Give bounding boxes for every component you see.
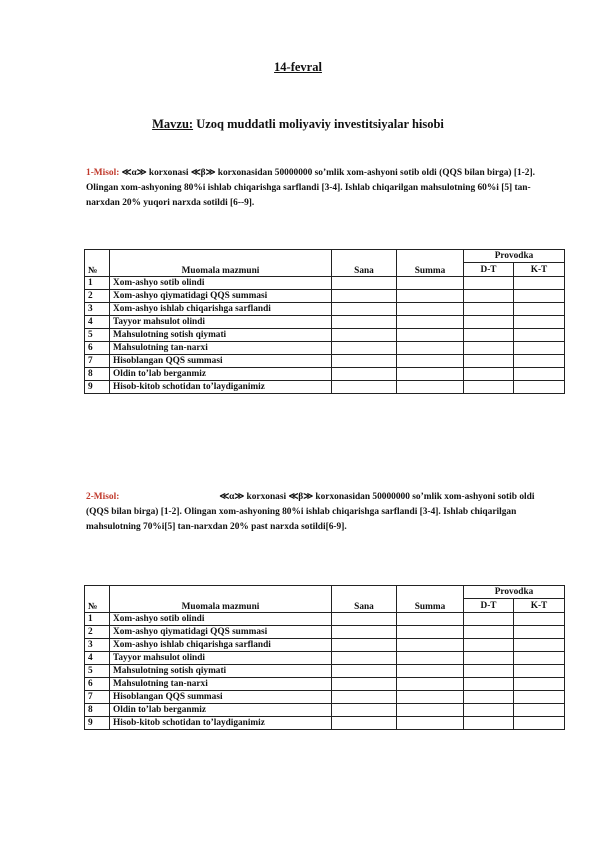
- row-credit: [514, 717, 565, 730]
- row-credit: [514, 691, 565, 704]
- row-credit: [514, 342, 565, 355]
- row-sum: [397, 368, 464, 381]
- row-content: Hisoblangan QQS summasi: [110, 691, 332, 704]
- header-content: Muomala mazmuni: [110, 586, 332, 613]
- table-row: [85, 717, 565, 730]
- row-debit: [464, 704, 514, 717]
- table-row: [85, 652, 565, 665]
- table-body: [85, 277, 565, 394]
- table-row: [85, 303, 565, 316]
- row-credit: [514, 290, 565, 303]
- row-credit: [514, 381, 565, 394]
- row-date: [332, 626, 397, 639]
- row-debit: [464, 355, 514, 368]
- row-sum: [397, 290, 464, 303]
- problem-2: [86, 490, 556, 535]
- row-credit: [514, 277, 565, 290]
- row-content: Tayyor mahsulot olindi: [110, 652, 332, 665]
- row-number: 2: [85, 626, 110, 639]
- row-credit: [514, 613, 565, 626]
- table-row: [85, 316, 565, 329]
- row-content: Oldin to’lab berganmiz: [110, 368, 332, 381]
- row-content: Xom-ashyo ishlab chiqarishga sarflandi: [110, 639, 332, 652]
- row-debit: [464, 290, 514, 303]
- header-date: Sana: [332, 250, 397, 277]
- row-credit: [514, 303, 565, 316]
- table-row: [85, 678, 565, 691]
- row-content: Tayyor mahsulot olindi: [110, 316, 332, 329]
- row-number: 6: [85, 678, 110, 691]
- table-row: [85, 665, 565, 678]
- row-number: 9: [85, 717, 110, 730]
- row-content: Mahsulotning sotish qiymati: [110, 329, 332, 342]
- row-date: [332, 639, 397, 652]
- row-date: [332, 303, 397, 316]
- table-row: [85, 613, 565, 626]
- header-debit: D-T: [464, 263, 514, 277]
- row-content: Xom-ashyo sotib olindi: [110, 277, 332, 290]
- row-number: 1: [85, 277, 110, 290]
- header-credit: K-T: [514, 599, 565, 613]
- row-date: [332, 342, 397, 355]
- row-debit: [464, 368, 514, 381]
- header-number: №: [85, 586, 110, 613]
- topic-text: Uzoq muddatli moliyaviy investitsiyalar hisobi: [193, 117, 444, 131]
- row-credit: [514, 678, 565, 691]
- row-sum: [397, 329, 464, 342]
- row-debit: [464, 678, 514, 691]
- table-row: [85, 342, 565, 355]
- row-credit: [514, 329, 565, 342]
- row-content: Xom-ashyo sotib olindi: [110, 613, 332, 626]
- row-credit: [514, 639, 565, 652]
- row-sum: [397, 355, 464, 368]
- row-debit: [464, 316, 514, 329]
- row-date: [332, 277, 397, 290]
- row-content: Xom-ashyo ishlab chiqarishga sarflandi: [110, 303, 332, 316]
- row-sum: [397, 691, 464, 704]
- row-credit: [514, 665, 565, 678]
- row-date: [332, 717, 397, 730]
- header-entry: Provodka: [464, 250, 565, 263]
- row-content: Hisob-kitob schotidan to’laydiganimiz: [110, 381, 332, 394]
- row-sum: [397, 665, 464, 678]
- row-debit: [464, 652, 514, 665]
- row-number: 5: [85, 329, 110, 342]
- row-sum: [397, 342, 464, 355]
- row-debit: [464, 342, 514, 355]
- row-debit: [464, 613, 514, 626]
- row-date: [332, 381, 397, 394]
- table-row: [85, 626, 565, 639]
- header-debit: D-T: [464, 599, 514, 613]
- row-number: 7: [85, 355, 110, 368]
- header-number: №: [85, 250, 110, 277]
- row-debit: [464, 303, 514, 316]
- row-debit: [464, 665, 514, 678]
- row-number: 2: [85, 290, 110, 303]
- row-credit: [514, 652, 565, 665]
- row-number: 4: [85, 652, 110, 665]
- row-date: [332, 691, 397, 704]
- ledger-table-1: [84, 249, 565, 394]
- row-content: Mahsulotning sotish qiymati: [110, 665, 332, 678]
- row-date: [332, 613, 397, 626]
- problem-1: [86, 166, 556, 211]
- row-sum: [397, 316, 464, 329]
- row-sum: [397, 303, 464, 316]
- row-date: [332, 329, 397, 342]
- row-number: 5: [85, 665, 110, 678]
- table-row: [85, 329, 565, 342]
- table-row: [85, 691, 565, 704]
- row-credit: [514, 626, 565, 639]
- row-number: 8: [85, 704, 110, 717]
- table-row: [85, 290, 565, 303]
- row-number: 3: [85, 639, 110, 652]
- row-date: [332, 290, 397, 303]
- row-content: Hisoblangan QQS summasi: [110, 355, 332, 368]
- row-sum: [397, 717, 464, 730]
- row-number: 3: [85, 303, 110, 316]
- row-debit: [464, 639, 514, 652]
- row-date: [332, 368, 397, 381]
- row-content: Oldin to’lab berganmiz: [110, 704, 332, 717]
- row-number: 7: [85, 691, 110, 704]
- row-number: 8: [85, 368, 110, 381]
- row-number: 9: [85, 381, 110, 394]
- row-debit: [464, 277, 514, 290]
- ledger-table-2: [84, 585, 565, 730]
- row-date: [332, 704, 397, 717]
- row-content: Xom-ashyo qiymatidagi QQS summasi: [110, 626, 332, 639]
- header-entry: Provodka: [464, 586, 565, 599]
- row-date: [332, 355, 397, 368]
- problem-2-label: 2-Misol:: [86, 492, 120, 502]
- table-body: [85, 613, 565, 730]
- row-sum: [397, 381, 464, 394]
- table-row: [85, 355, 565, 368]
- header-credit: K-T: [514, 263, 565, 277]
- table-row: [85, 277, 565, 290]
- table-row: [85, 704, 565, 717]
- row-debit: [464, 691, 514, 704]
- row-date: [332, 652, 397, 665]
- problem-1-text: ≪α≫ korxonasi ≪β≫ korxonasidan 50000000 so’mlik xom-ashyoni sotib oldi (QQS bilan birga) [1-2]. Olingan xom-ashyoning 80%i ishlab chiqarishga sarflandi [3-4]. Ishlab chiqarilgan mahsulotning 60%i [5] tan-narxdan 20% yuqori narxda sotildi [6--9].: [86, 168, 535, 208]
- table-row: [85, 639, 565, 652]
- row-date: [332, 665, 397, 678]
- row-credit: [514, 355, 565, 368]
- table-row: [85, 368, 565, 381]
- row-credit: [514, 368, 565, 381]
- row-sum: [397, 678, 464, 691]
- row-content: Xom-ashyo qiymatidagi QQS summasi: [110, 290, 332, 303]
- row-content: Mahsulotning tan-narxi: [110, 678, 332, 691]
- row-content: Mahsulotning tan-narxi: [110, 342, 332, 355]
- row-number: 1: [85, 613, 110, 626]
- row-sum: [397, 704, 464, 717]
- row-credit: [514, 704, 565, 717]
- row-date: [332, 316, 397, 329]
- row-sum: [397, 626, 464, 639]
- topic-heading: [0, 117, 596, 132]
- row-sum: [397, 277, 464, 290]
- problem-1-label: 1-Misol:: [86, 168, 120, 178]
- problem-2-text: ≪α≫ korxonasi ≪β≫ korxonasidan 50000000 so’mlik xom-ashyoni sotib oldi (QQS bilan birga) [1-2]. Olingan xom-ashyoning 80%i ishlab chiqarishga sarflandi [3-4]. Ishlab chiqarilgan mahsulotning 70%i[5] tan-narxdan 20% past narxda sotildi[6-9].: [86, 492, 535, 532]
- row-number: 6: [85, 342, 110, 355]
- row-debit: [464, 329, 514, 342]
- row-content: Hisob-kitob schotidan to’laydiganimiz: [110, 717, 332, 730]
- row-debit: [464, 717, 514, 730]
- page-date: 14-fevral: [274, 60, 322, 74]
- row-sum: [397, 639, 464, 652]
- header-date: Sana: [332, 586, 397, 613]
- row-date: [332, 678, 397, 691]
- header-sum: Summa: [397, 250, 464, 277]
- table-row: [85, 381, 565, 394]
- topic-label: Mavzu:: [152, 117, 194, 131]
- row-sum: [397, 652, 464, 665]
- row-number: 4: [85, 316, 110, 329]
- header-sum: Summa: [397, 586, 464, 613]
- row-debit: [464, 626, 514, 639]
- row-sum: [397, 613, 464, 626]
- row-credit: [514, 316, 565, 329]
- header-content: Muomala mazmuni: [110, 250, 332, 277]
- row-debit: [464, 381, 514, 394]
